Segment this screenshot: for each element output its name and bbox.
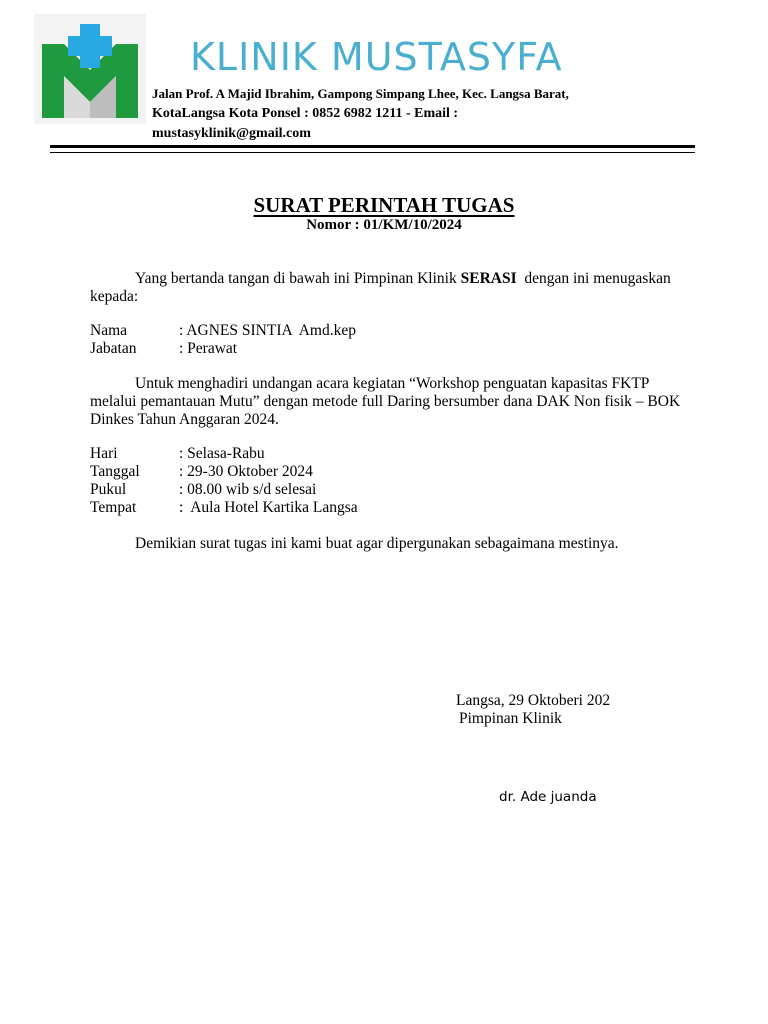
schedule-time-label: Pukul bbox=[90, 481, 127, 498]
clinic-bold-name: SERASI bbox=[460, 270, 517, 287]
schedule-time-row bbox=[90, 481, 316, 499]
clinic-logo bbox=[34, 14, 146, 124]
clinic-address bbox=[152, 84, 672, 144]
schedule-day-row bbox=[90, 445, 265, 463]
assignee-name-value: : AGNES SINTIA Amd.kep bbox=[179, 322, 356, 339]
schedule-date-label: Tanggal bbox=[90, 463, 140, 480]
schedule-date-row bbox=[90, 463, 313, 481]
assignee-position-label: Jabatan bbox=[90, 340, 137, 357]
signature-role: Pimpinan Klinik bbox=[459, 710, 562, 727]
schedule-place-label: Tempat bbox=[90, 499, 137, 516]
schedule-day-label: Hari bbox=[90, 445, 118, 462]
header-divider-thick bbox=[50, 145, 695, 148]
signature-place-date: Langsa, 29 Oktoberi 202 bbox=[456, 692, 611, 709]
intro-text-before: Yang bertanda tangan di bawah ini Pimpinan Klinik bbox=[135, 270, 461, 287]
letter-number: Nomor : 01/KM/10/2024 bbox=[306, 217, 462, 233]
schedule-place-value: : Aula Hotel Kartika Langsa bbox=[179, 499, 358, 516]
assignee-name-row bbox=[90, 322, 356, 340]
clinic-name: KLINIK MUSTASYFA bbox=[190, 35, 563, 79]
assignee-position-value: : Perawat bbox=[179, 340, 238, 357]
letter-title: SURAT PERINTAH TUGAS bbox=[253, 193, 515, 217]
schedule-time-value: : 08.00 wib s/d selesai bbox=[179, 481, 317, 498]
header-divider-thin bbox=[50, 152, 695, 153]
address-line-2: KotaLangsa Kota Ponsel : 0852 6982 1211 - Email : bbox=[152, 106, 459, 121]
signature-name: dr. Ade juanda bbox=[499, 789, 597, 805]
assignee-position-row bbox=[90, 340, 237, 358]
clinic-cross-logo-icon bbox=[34, 14, 146, 124]
assignee-name-label: Nama bbox=[90, 322, 128, 339]
closing-paragraph: Demikian surat tugas ini kami buat agar dipergunakan sebagaimana mestinya. bbox=[135, 535, 619, 552]
address-line-1: Jalan Prof. A Majid Ibrahim, Gampong Simpang Lhee, Kec. Langsa Barat, bbox=[152, 86, 569, 101]
purpose-paragraph: Untuk menghadiri undangan acara kegiatan “Workshop penguatan kapasitas FKTP melalui pemantauan Mutu” dengan metode full Daring bersumber dana DAK Non fisik – BOK Dinkes Tahun Anggaran 2024. bbox=[90, 375, 681, 428]
schedule-day-value: : Selasa-Rabu bbox=[179, 445, 265, 462]
schedule-place-row bbox=[90, 499, 358, 517]
intro-paragraph bbox=[90, 270, 690, 306]
address-line-3: mustasyklinik@gmail.com bbox=[152, 126, 311, 141]
schedule-date-value: : 29-30 Oktober 2024 bbox=[179, 463, 313, 480]
intro-text-after: dengan ini menugaskan kepada: bbox=[90, 270, 675, 305]
